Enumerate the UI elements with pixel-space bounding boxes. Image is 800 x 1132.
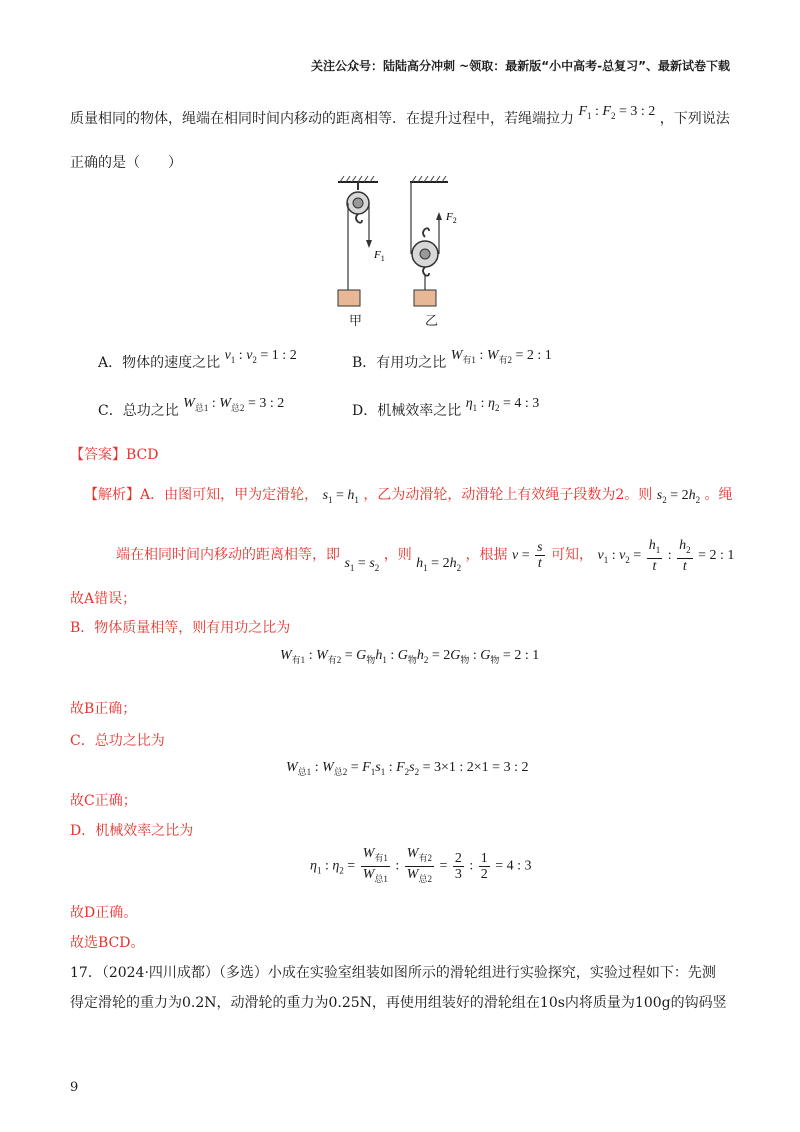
question-text-tail: ，下列说法 xyxy=(659,111,730,127)
figure-label-right: 乙 xyxy=(425,314,439,329)
block-right xyxy=(414,290,436,306)
analysis-a-conclusion: 故A错误； xyxy=(70,591,137,607)
analysis-b-equation: $W_{有1}$ : $W_{有2} = G_物h_1$ : $G_物h_2 = 2G_物$ : $G_物 = 2$ : 1 xyxy=(280,648,540,665)
analysis-d-intro: D．机械效率之比为 xyxy=(70,823,194,839)
figure-label-left: 甲 xyxy=(349,314,363,329)
fixed-pulley xyxy=(347,182,369,223)
analysis-final: 故选BCD。 xyxy=(70,935,145,951)
option-c: C．总功之比 $W_{总1}$ : $W_{总2} = 3$ : 2 xyxy=(98,396,285,419)
ceiling-left xyxy=(338,176,378,182)
analysis-b-intro: B．物体质量相等，则有用功之比为 xyxy=(70,620,291,636)
q17-line-1: 17．（2024·四川成都）（多选）小成在实验室组装如图所示的滑轮组进行实验探究，实验过程如下：先测 xyxy=(70,965,716,981)
block-left xyxy=(338,290,360,306)
ceiling-right xyxy=(410,176,448,182)
movable-pulley xyxy=(412,228,438,290)
analysis-line-1: 【解析】A．由图可知，甲为定滑轮， $s_1 = h_1$ ，乙为动滑轮，动滑轮上有效绳子段数为2。则 $s_2 = 2h_2$ 。绳 xyxy=(84,487,733,505)
page-header: 关注公众号：陆陆高分冲刺 ~领取：最新版“小中高考-总复习”、最新试卷下载 xyxy=(311,59,730,73)
pulley-diagram xyxy=(330,172,470,327)
question-line-2: 正确的是（ ） xyxy=(70,155,182,171)
option-a: A．物体的速度之比 $v_1$ : $v_2 = 1$ : 2 xyxy=(98,348,297,371)
question-line-1 xyxy=(70,104,730,129)
force2-label: $F_2$ xyxy=(446,211,457,225)
analysis-b-conclusion: 故B正确； xyxy=(70,701,137,717)
force-ratio-formula: $F_1$ : $F_2 = 3$ : 2 xyxy=(578,104,656,121)
analysis-c-intro: C．总功之比为 xyxy=(70,733,165,749)
q17-line-2: 得定滑轮的重力为0.2N，动滑轮的重力为0.25N，再使用组装好的滑轮组在10s内将质量为100g的钩码竖 xyxy=(70,995,727,1011)
analysis-c-equation: $W_{总1}$ : $W_{总2} = F_1s_1$ : $F_2s_2 = 3\times 1$ : 2×1 = 3 : 2 xyxy=(286,760,529,777)
page-number: 9 xyxy=(70,1080,79,1095)
answer-label: 【答案】BCD xyxy=(70,447,159,463)
force2-arrow xyxy=(436,212,442,220)
analysis-c-conclusion: 故C正确； xyxy=(70,793,137,809)
option-d: D．机械效率之比 $\eta_1$ : $\eta_2 = 4$ : 3 xyxy=(352,396,540,419)
force1-arrow xyxy=(366,240,372,248)
option-b: B．有用功之比 $W_{有1}$ : $W_{有2} = 2$ : 1 xyxy=(352,348,552,371)
question-text: 质量相同的物体，绳端在相同时间内移动的距离相等．在提升过程中，若绳端拉力 xyxy=(70,111,574,127)
force1-label: $F_1$ xyxy=(374,249,385,263)
analysis-d-equation: $\eta_1$ : $\eta_2$ = $\frac{W_{有1}}{W_{总1}}$ : $\frac{W_{有2}}{W_{总2}}$ = $\frac{2}{3}$ : $\frac{1}{2}$ = 4 : 3 xyxy=(310,846,532,884)
analysis-d-conclusion: 故D正确。 xyxy=(70,905,138,921)
analysis-line-2: 端在相同时间内移动的距离相等，即 $s_1 = s_2$ ，则 $h_1 = 2h_2$ ，根据 v = $\frac{s}{t}$ 可知， $v_1$ : $v_2$ = $\frac{h_1}{t}$ : $\frac{h_2}{t}$ = 2 : 1 xyxy=(116,538,735,574)
